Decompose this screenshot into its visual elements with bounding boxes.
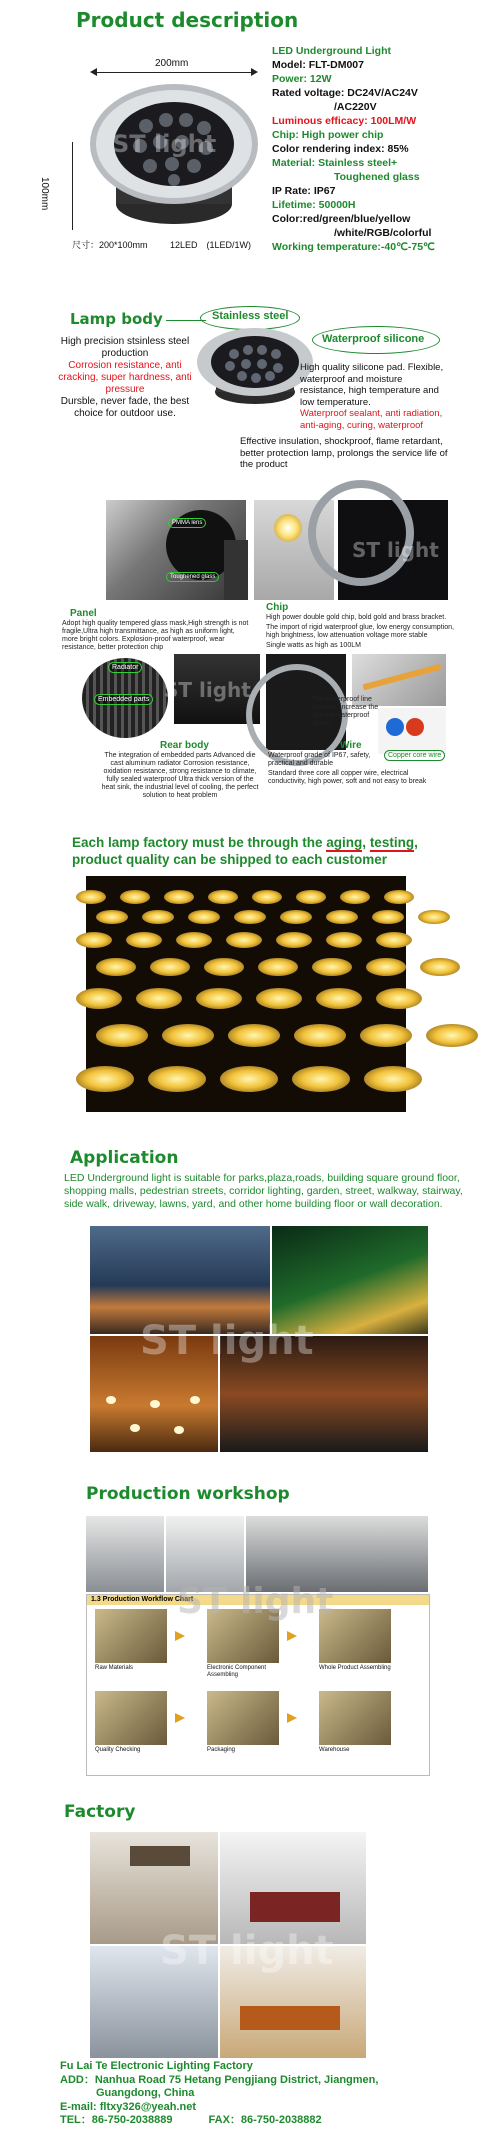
glowing-lamp	[204, 958, 244, 976]
glowing-lamp	[96, 1024, 148, 1047]
workflow-step-photo	[207, 1691, 279, 1745]
aging-testing-line-1: Each lamp factory must be through the aging, testing,	[72, 835, 418, 850]
watermark-text: ST light	[112, 130, 217, 158]
workflow-step-label: Raw Materials	[95, 1665, 134, 1671]
watermark-text: ST light	[164, 678, 251, 702]
glowing-lamp	[420, 958, 460, 976]
workflow-step-photo	[319, 1691, 391, 1745]
glowing-lamp	[294, 1024, 346, 1047]
tel-text: TEL：86-750-2038889	[60, 2114, 173, 2126]
glowing-lamp	[228, 1024, 280, 1047]
glowing-lamp	[76, 988, 122, 1009]
spec-line: LED Underground Light	[272, 45, 391, 57]
glowing-lamp	[150, 958, 190, 976]
arrow-right-icon	[175, 1713, 185, 1723]
watermark-text: ST light	[352, 538, 439, 562]
sealant-text: Waterproof sealant, anti radiation, anti-aging, curing, waterproof	[300, 408, 443, 431]
address-line-2: Guangdong, China	[96, 2087, 195, 2099]
chip-description-2: The import of rigid waterproof glue, low energy consumption, high brightness, low attenuation voltage more stable	[266, 624, 454, 639]
spec-line: Luminous efficacy: 100LM/W	[272, 115, 417, 127]
panel-description: Adopt high quality tempered glass mask,High strength is not fragile,Ultra high transmittance, as high as uniform light, more bright colors. Explosion-proof waterproof, wear resistance, better protection chip	[62, 620, 249, 651]
glowing-lamp	[316, 988, 362, 1009]
workflow-step-label: Warehouse	[319, 1747, 350, 1753]
company-name: Fu Lai Te Electronic Lighting Factory	[60, 2060, 253, 2072]
glowing-lamp	[292, 1066, 350, 1092]
factory-title: Factory	[64, 1802, 136, 1822]
aging-testing-line-2: product quality can be shipped to each customer	[72, 852, 388, 867]
arrow-right-icon	[287, 1713, 297, 1723]
phone-fax-line	[60, 2114, 500, 2128]
contact-block	[60, 2060, 500, 2128]
glowing-lamp	[384, 890, 414, 904]
glowing-lamp	[258, 958, 298, 976]
product-description-title: Product description	[76, 8, 299, 32]
radiator-label: Radiator	[108, 662, 142, 673]
spec-line: Toughened glass	[334, 171, 420, 183]
spec-line: Color:red/green/blue/yellow	[272, 213, 411, 225]
glowing-lamp	[234, 910, 266, 924]
glowing-lamp	[372, 910, 404, 924]
rear-body-photo	[80, 654, 172, 742]
width-label: 200mm	[155, 58, 189, 69]
glowing-lamp	[360, 1024, 412, 1047]
workshop-photo-1	[86, 1516, 164, 1592]
email-line: E-mail: fltxy326@yeah.net	[60, 2100, 197, 2113]
workflow-chart	[86, 1581, 430, 1776]
silicone-text: High quality silicone pad. Flexible, waterproof and moisture resistance, high temperature and low temperature.	[300, 362, 444, 408]
workflow-step	[319, 1609, 419, 1687]
glowing-lamp	[96, 958, 136, 976]
watermark-text: ST light	[177, 1581, 334, 1622]
glowing-lamp	[188, 910, 220, 924]
aging-word: aging	[326, 835, 363, 850]
lamp-body-photo	[196, 326, 314, 406]
address-line-1: ADD：Nanhua Road 75 Hetang Pengjiang District, Jiangmen,	[60, 2073, 379, 2086]
glowing-lamp	[148, 1066, 206, 1092]
workflow-step-photo	[95, 1609, 167, 1663]
glowing-lamp	[376, 988, 422, 1009]
glowing-lamp	[126, 932, 162, 948]
glowing-lamp	[364, 1066, 422, 1092]
height-dimension-line	[72, 142, 73, 230]
chip-description-1: High power double gold chip, bold gold and brass bracket.	[266, 614, 447, 621]
fax-text: FAX：86-750-2038882	[208, 2114, 322, 2126]
chip-label: Chip	[266, 602, 289, 613]
wire-red-text: Waterproof grade of IP67, safety, practical and durable	[268, 752, 371, 767]
glowing-lamp	[252, 890, 282, 904]
glowing-lamp	[418, 910, 450, 924]
glowing-lamp	[220, 1066, 278, 1092]
toughened-glass-label: Toughened glass	[166, 572, 219, 582]
left-description	[52, 336, 198, 420]
insulation-text: Effective insulation, shockproof, flame retardant, better protection lamp, prolongs the service life of the product	[240, 436, 448, 470]
right-description	[300, 362, 450, 431]
led-count-label: 12LED (1LED/1W)	[170, 240, 252, 250]
led-face-photo	[338, 500, 448, 600]
spec-line: Chip: High power chip	[272, 129, 384, 141]
glowing-lamp	[76, 932, 112, 948]
corrosion-text: Corrosion resistance, anti cracking, super hardness, anti pressure	[58, 360, 192, 395]
workflow-step	[319, 1691, 419, 1769]
application-description: LED Underground light is suitable for parks,plaza,roads, building square ground floor, shopping malls, pedestrian streets, corridor lighting, garden, street, walkway, stairway, side walk, driveway, lawns, yard, and other home building floor or wall decoration.	[64, 1172, 463, 1210]
durable-text: Dursble, never fade, the best choice for outdoor use.	[60, 396, 190, 419]
spec-list	[272, 44, 500, 254]
aging-testing-heading	[72, 834, 492, 868]
rear-body-description: The integration of embedded parts Advanced die cast aluminum radiator Corrosion resistance, oxidation resistance, strong resistance to climate, fully sealed waterproof Ultra thick version of the heat sink, the industrial level of cooling, the perfect solution to heat problem	[101, 752, 259, 799]
embedded-parts-label: Embedded parts	[94, 694, 153, 705]
glowing-lamp	[196, 988, 242, 1009]
spec-line: IP Rate: IP67	[272, 185, 336, 197]
lamp-body-title: Lamp body	[70, 310, 163, 328]
glowing-lamp	[366, 958, 406, 976]
spec-line: Power: 12W	[272, 73, 332, 85]
rear-body-label: Rear body	[160, 740, 209, 751]
spec-line: Rated voltage: DC24V/AC24V	[272, 87, 418, 99]
copper-core-label: Copper core wire	[384, 750, 445, 761]
glowing-lamp	[326, 932, 362, 948]
workflow-step-label: Quality Checking	[95, 1747, 141, 1753]
glowing-lamp	[164, 890, 194, 904]
testing-word: testing	[369, 835, 415, 850]
watermark-text: ST light	[140, 1318, 314, 1364]
arrow-right-icon	[175, 1631, 185, 1641]
glowing-lamp	[376, 932, 412, 948]
workflow-steps	[87, 1609, 429, 1773]
glowing-lamp	[256, 988, 302, 1009]
spec-line: Lifetime: 50000H	[272, 199, 356, 211]
stainless-steel-label: Stainless steel	[212, 310, 289, 322]
glowing-lamp	[276, 932, 312, 948]
height-label: 100mm	[39, 177, 50, 211]
waterproof-line-text: The waterproof line junction, increase the special-waterproof apron	[312, 696, 379, 727]
workflow-step	[95, 1691, 195, 1769]
spec-line: Material: Stainless steel+	[272, 157, 398, 169]
workflow-chart-title: 1.3 Production Workflow Chart	[87, 1595, 429, 1605]
workflow-step-label: Packaging	[207, 1747, 236, 1753]
glowing-lamp	[280, 910, 312, 924]
spec-line: Color rendering index: 85%	[272, 143, 409, 155]
glowing-lamp	[208, 890, 238, 904]
spec-line: /white/RGB/colorful	[334, 227, 432, 239]
workflow-step-label: Electronic Component Assembling	[207, 1665, 267, 1678]
glowing-lamp	[176, 932, 212, 948]
glowing-lamp	[76, 890, 106, 904]
spec-line: /AC220V	[334, 101, 377, 113]
glowing-lamp	[162, 1024, 214, 1047]
wire-label: Wire	[340, 740, 362, 751]
workflow-step-label: Whole Product Assembling	[319, 1665, 391, 1671]
workflow-step-photo	[95, 1691, 167, 1745]
email-link[interactable]: fltxy326@yeah.net	[99, 2100, 197, 2113]
glowing-lamp	[296, 890, 326, 904]
glowing-lamp	[142, 910, 174, 924]
watermark-text: ST light	[160, 1928, 334, 1974]
waterproof-silicone-label: Waterproof silicone	[322, 333, 425, 345]
glowing-lamp	[76, 1066, 134, 1092]
glowing-lamp	[312, 958, 352, 976]
glowing-lamp	[226, 932, 262, 948]
spec-line: Working temperature:-40℃-75℃	[272, 241, 435, 253]
panel-label: Panel	[70, 608, 97, 619]
chip-description-3: Single watts as high as 100LM	[266, 642, 361, 649]
size-label: 尺寸：200*100mm	[72, 240, 148, 250]
pmma-lens-label: PMMA lens	[168, 518, 206, 528]
width-dimension-line	[94, 72, 254, 73]
spec-line: Model: FLT-DM007	[272, 59, 364, 71]
glowing-lamp	[326, 910, 358, 924]
application-title: Application	[70, 1148, 179, 1168]
glowing-lamp	[426, 1024, 478, 1047]
arrow-right-icon	[287, 1631, 297, 1641]
precision-text: High precision stsinless steel production	[60, 336, 190, 359]
wire-description: Standard three core all copper wire, electrical conductivity, high power, soft and not easy to break	[268, 770, 427, 785]
production-workshop-title: Production workshop	[86, 1484, 290, 1504]
product-dimension-figure	[20, 52, 275, 252]
glowing-lamp	[96, 910, 128, 924]
glowing-lamp	[120, 890, 150, 904]
glowing-lamp	[136, 988, 182, 1009]
aging-test-photo	[86, 876, 406, 1112]
workflow-step	[207, 1691, 307, 1769]
glowing-lamp	[340, 890, 370, 904]
wire-cross-section-photo	[378, 708, 446, 754]
panel-lens-photo	[224, 540, 248, 600]
